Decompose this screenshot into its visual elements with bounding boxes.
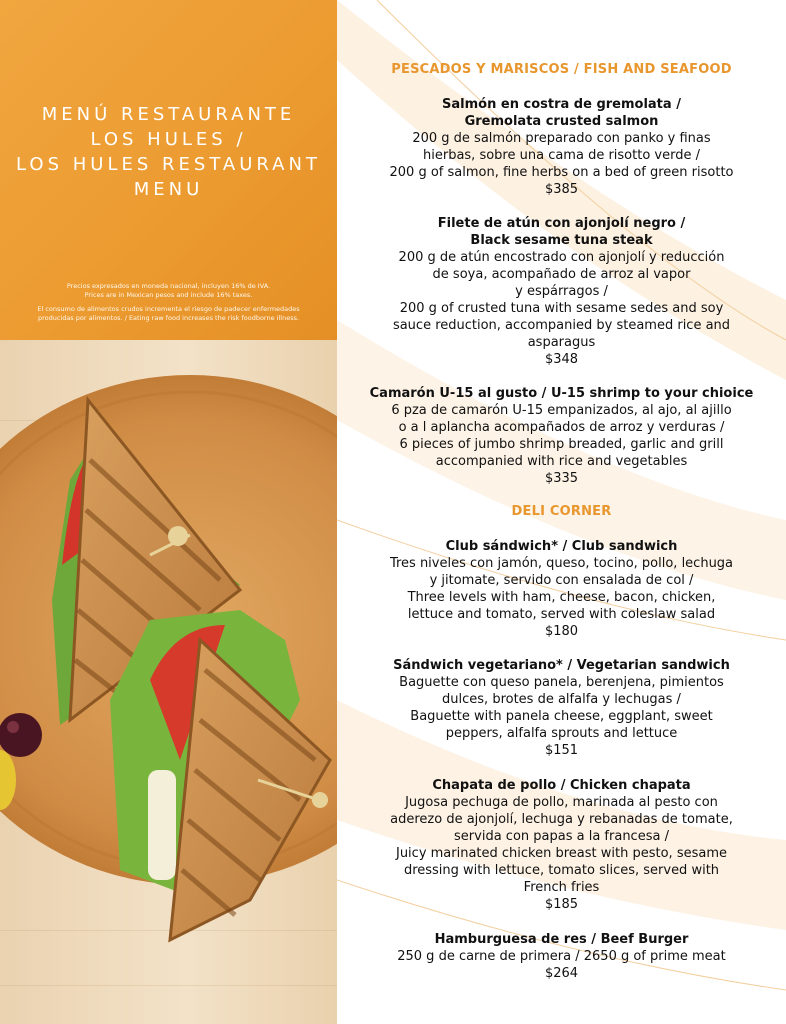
olive (0, 713, 42, 757)
item-description: 200 g of salmon, fine herbs on a bed of green risotto (389, 165, 734, 180)
item-description: 6 pieces of jumbo shrimp breaded, garlic and grill (399, 437, 724, 452)
menu-title (0, 102, 337, 202)
item-description: lettuce and tomato, served with coleslaw salad (407, 607, 716, 622)
menu-title-line: LOS HULES / (90, 129, 247, 150)
item-description: Jugosa pechuga de pollo, marinada al pesto con (405, 795, 718, 810)
price-note (10, 282, 327, 300)
item-price: $348 (544, 352, 579, 367)
menu-item-sesame-tuna (337, 215, 786, 368)
item-description: Baguette with panela cheese, eggplant, sweet (410, 709, 713, 724)
item-description: peppers, alfalfa sprouts and lettuce (445, 726, 678, 741)
item-name: Sándwich vegetariano* / Vegetarian sandwich (393, 658, 730, 673)
item-description: 200 g de salmón preparado con panko y finas (412, 131, 711, 146)
item-description: Three levels with ham, cheese, bacon, chicken, (407, 590, 716, 605)
item-description: Juicy marinated chicken breast with pesto, sesame (395, 846, 727, 861)
section-heading-fish-seafood: PESCADOS Y MARISCOS / FISH AND SEAFOOD (391, 62, 732, 77)
raw-food-note-line: El consumo de alimentos crudos incrementa el riesgo de padecer enfermedades (37, 305, 300, 313)
item-description: hierbas, sobre una cama de risotto verde / (423, 148, 700, 163)
item-description: asparagus (527, 335, 596, 350)
item-name: Filete de atún con ajonjolí negro / (437, 216, 686, 231)
item-price: $385 (544, 182, 579, 197)
item-description: 250 g de carne de primera / 2650 g of prime meat (397, 949, 726, 964)
olive-highlight (7, 721, 19, 733)
item-description: dressing with lettuce, tomato slices, served with (403, 863, 720, 878)
item-description: de soya, acompañado de arroz al vapor (432, 267, 691, 282)
item-name: Black sesame tuna steak (470, 233, 653, 248)
item-name: Salmón en costra de gremolata / (442, 97, 681, 112)
item-description: Tres niveles con jamón, queso, tocino, pollo, lechuga (389, 556, 734, 571)
item-price: $151 (544, 743, 579, 758)
item-description: accompanied with rice and vegetables (435, 454, 688, 469)
sandwich-photo (0, 340, 337, 1024)
item-name: Gremolata crusted salmon (464, 114, 659, 129)
title-panel (0, 0, 337, 340)
item-price: $264 (544, 966, 579, 981)
item-name: Club sándwich* / Club sandwich (445, 539, 678, 554)
item-description: Baguette con queso panela, berenjena, pimientos (399, 675, 724, 690)
menu-item-vegetarian-sandwich (337, 657, 786, 759)
price-note-es: Precios expresados en moneda nacional, incluyen 16% de IVA. (66, 282, 271, 290)
menu-title-line: MENU (133, 179, 204, 200)
toothpick-knot (168, 526, 188, 546)
raw-food-note-line: producidas por alimentos. / Eating raw food increases the risk foodborne illness. (37, 314, 300, 322)
item-description: o a l aplancha acompañados de arroz y verduras / (398, 420, 725, 435)
item-price: $180 (544, 624, 579, 639)
menu-title-line: MENÚ RESTAURANTE (41, 104, 296, 125)
item-name: Camarón U-15 al gusto / U-15 shrimp to your chioice (369, 386, 754, 401)
menu-item-chicken-chapata (337, 777, 786, 913)
item-price: $335 (544, 471, 579, 486)
item-description: French fries (523, 880, 600, 895)
item-name: Chapata de pollo / Chicken chapata (432, 778, 691, 793)
price-note-en: Prices are in Mexican pesos and include 16% taxes. (84, 291, 253, 299)
raw-food-note (10, 305, 327, 323)
item-name: Hamburguesa de res / Beef Burger (434, 932, 689, 947)
item-description: y espárragos / (515, 284, 608, 299)
item-price: $185 (544, 897, 579, 912)
menu-item-u15-shrimp (337, 385, 786, 487)
menu-item-gremolata-salmon (337, 96, 786, 198)
menu-title-line: LOS HULES RESTAURANT (16, 154, 321, 175)
item-description: 200 g of crusted tuna with sesame sedes and soy (399, 301, 724, 316)
menu-notes (10, 282, 327, 328)
item-description: 200 g de atún encostrado con ajonjolí y reducción (398, 250, 725, 265)
menu-content-panel (337, 0, 786, 1024)
item-description: aderezo de ajonjolí, lechuga y rebanadas de tomate, (390, 812, 733, 827)
item-description: sauce reduction, accompanied by steamed rice and (392, 318, 731, 333)
item-description: 6 pza de camarón U-15 empanizados, al ajo, al ajillo (391, 403, 732, 418)
item-description: servida con papas a la francesa / (454, 829, 669, 844)
section-heading-deli-corner: DELI CORNER (511, 504, 612, 519)
item-description: y jitomate, servido con ensalada de col / (429, 573, 694, 588)
left-panel (0, 0, 337, 1024)
item-description: dulces, brotes de alfalfa y lechugas / (442, 692, 681, 707)
menu-item-club-sandwich (337, 538, 786, 640)
menu-item-beef-burger (337, 931, 786, 982)
